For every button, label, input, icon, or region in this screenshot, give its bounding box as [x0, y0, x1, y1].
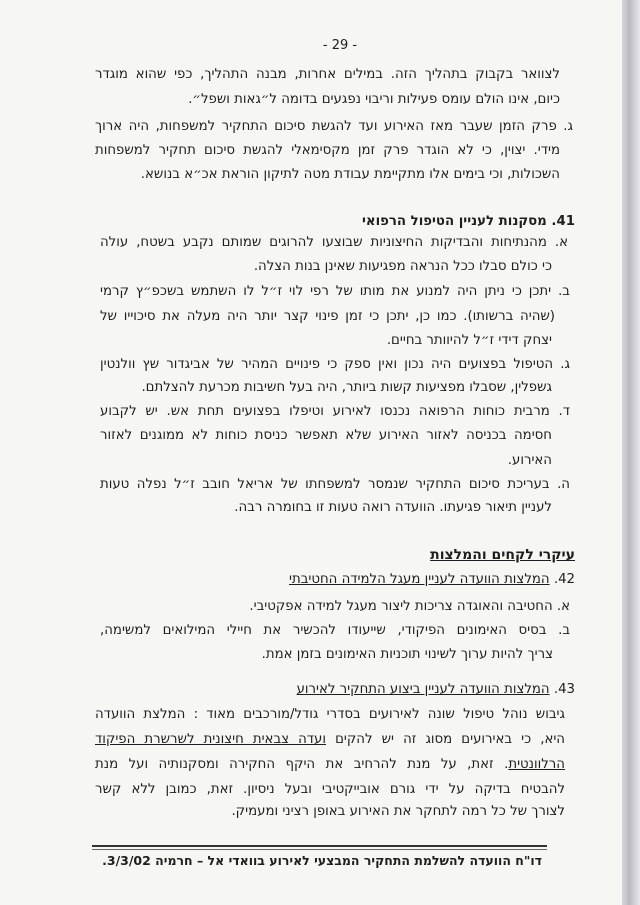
- text-line: [95, 731, 565, 749]
- section-43-title: [297, 681, 575, 699]
- text-line: האירוע.: [507, 453, 552, 468]
- text-line: השכולות, וכי בימים אלו מתקיימת עבודת מטה לתיקון הוראת אכ״א בנושא.: [140, 167, 560, 182]
- text-line: ג. הטיפול בפצועים היה נכון ואין ספק כי פינויים המהיר של אביגדור שץ וולנטין: [100, 357, 570, 372]
- text-line: להבטיח בדיקה על ידי גורם אובייקטיבי ובעל ניסיון. זאת, כמובן ללא קשר: [95, 782, 565, 797]
- text-segment: היא, כי באירועים מסוג זה יש להקים: [326, 732, 565, 747]
- text-line: גשפלין, שסבלו מפציעות קשות ביותר, היה בעל חשיבות מכרעת להצלתם.: [141, 380, 552, 395]
- text-line: ב. בסיס האימונים הפיקודי, שייעודו להכשיר את חיילי המילואים למשימה,: [100, 623, 570, 638]
- text-line: א. החטיבה והאוגדה צריכות ליצור מעגל למידה אפקטיבי.: [249, 599, 570, 614]
- text-line: חסימה בכניסה לאזור האירוע שלא תאפשר כניסת כוחות לא ממוגנים לאזור: [100, 428, 552, 443]
- text-line: א. מהנתיחות והבדיקות החיצוניות שבוצעו להרוגים שמותם נקבע בשטח, עולה: [100, 235, 568, 250]
- text-line: לעניין תיאור פגיעתו. הוועדה רואה טעות זו בחומרה רבה.: [234, 500, 552, 515]
- text-line: כי כולם סבלו ככל הנראה מפגיעות שאינן בנות הצלה.: [253, 259, 552, 274]
- text-line: (שהיה ברשותו). כמו כן, יתכן כי זמן פינוי קצר יותר היה מעלה את סיכוייו של: [100, 309, 555, 324]
- scan-edge: [622, 0, 640, 905]
- page-number: - 29 -: [322, 38, 358, 53]
- text-line: [95, 756, 565, 774]
- text-line: יצחק דידי ז״ל להיוותר בחיים.: [386, 333, 552, 348]
- text-line: לצוואר בקבוק בתהליך הזה. במילים אחרות, מבנה התהליך, כפי שהוא מוגדר: [95, 67, 560, 82]
- section-number: 43.: [553, 682, 575, 697]
- section-title: המלצות הוועדה לעניין מעגל הלמידה החטיבתי: [289, 572, 550, 587]
- section-41-title: 41. מסקנות לעניין הטיפול הרפואי: [361, 214, 575, 229]
- text-line: גיבוש נוהל טיפול שונה לאירועים בסדרי גודל/מורכבים מאוד : המלצת הוועדה: [95, 707, 565, 722]
- underlined-text: הרלוונטית: [508, 757, 565, 772]
- footer-text: דו"ח הוועדה להשלמת התחקיר המבצעי לאירוע בוואדי אל – חרמיה 3/3/02.: [102, 853, 542, 868]
- footer-rule: [92, 849, 547, 850]
- text-line: ד. מרבית כוחות הרפואה נכנסו לאירוע וטיפלו בפצועים תחת אש. יש לקבוע: [100, 404, 570, 419]
- section-42-title: [289, 571, 575, 589]
- text-line: ב. יתכן כי ניתן היה למנוע את מותו של רפי לוי ז״ל לו השתמש בשכפ״ץ קרמי: [100, 284, 570, 299]
- text-line: ג. פרק הזמן שעבר מאז האירוע ועד להגשת סיכום התחקיר למשפחות, היה ארוך: [95, 119, 573, 134]
- text-line: מידי. יצוין, כי לא הוגדר פרק זמן מקסימאלי להגשת סיכום תחקיר למשפחות: [95, 143, 560, 158]
- text-line: כיום, אינו הולם עומס פעילות וריבוי נפגעים בדומה ל״גאות ושפל״.: [188, 92, 560, 107]
- footer-rule: [92, 845, 547, 847]
- underlined-text: ועדה צבאית חיצונית לשרשרת הפיקוד: [95, 732, 326, 747]
- text-line: ה. בעריכת סיכום התחקיר שנמסר למשפחתו של אריאל חובב ז״ל נפלה טעות: [100, 477, 570, 492]
- text-segment: . זאת, על מנת להרחיב את היקף החקירה ומסקנותיה ועל מנת: [95, 757, 509, 772]
- lessons-heading: עיקרי לקחים והמלצות: [430, 547, 575, 563]
- text-line: צריך להיות ערוך לשינוי תוכניות האימונים בזמן אמת.: [261, 647, 553, 662]
- text-line: לצורך של כל רמה לתחקר את האירוע באופן רציני ומעמיק.: [231, 804, 565, 819]
- section-number: 42.: [553, 572, 575, 587]
- section-title: המלצות הוועדה לעניין ביצוע התחקיר לאירוע: [296, 682, 550, 697]
